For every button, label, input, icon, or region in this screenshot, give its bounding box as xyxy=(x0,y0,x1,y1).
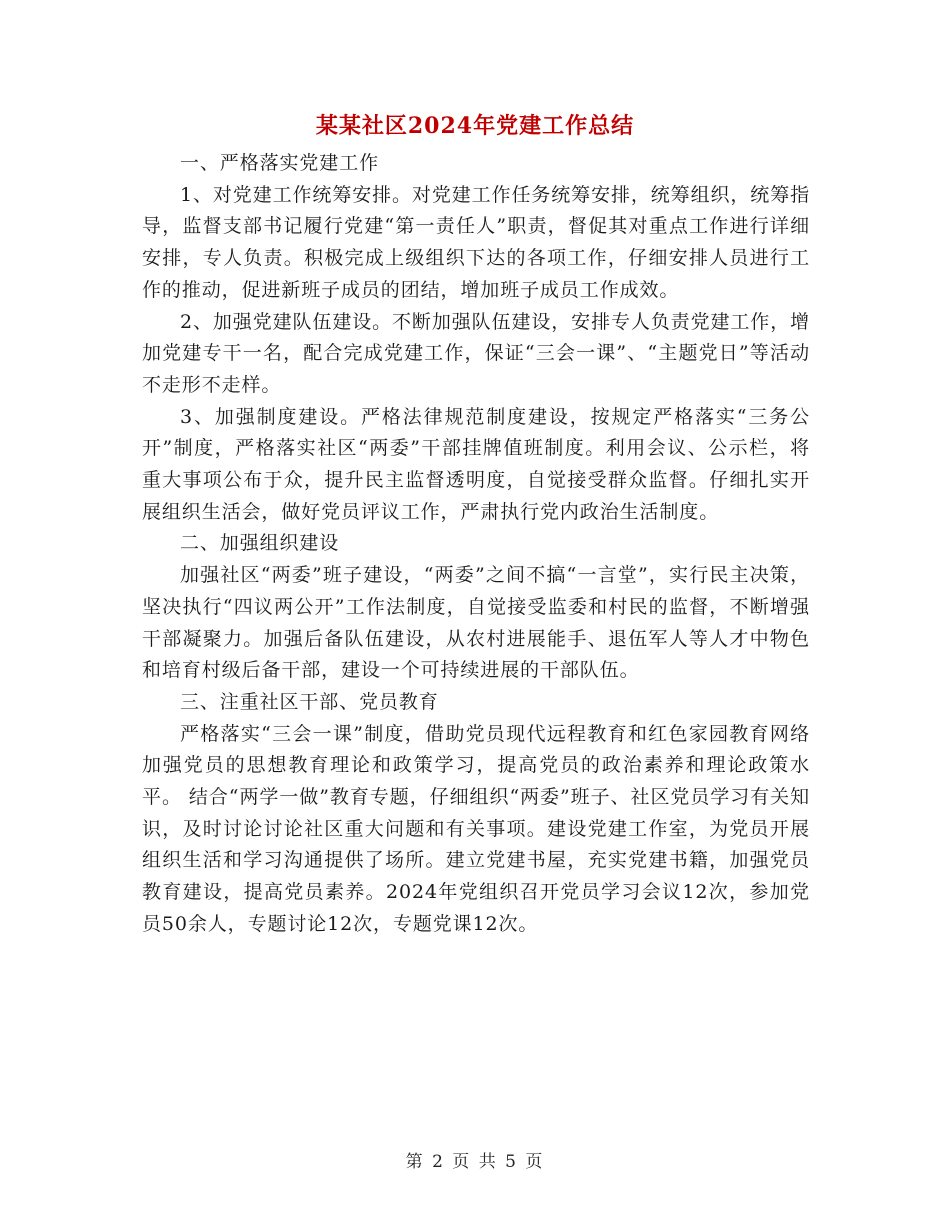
paragraph: 3、加强制度建设。严格法律规范制度建设，按规定严格落实“三务公开”制度，严格落实社区“两委”干部挂牌值班制度。利用会议、公示栏，将重大事项公布于众，提升民主监督透明度，自觉接受群众监督。仔细扎实开展组织生活会，做好党员评议工作，严肃执行党内政治生活制度。 xyxy=(142,405,810,523)
section-heading-2: 二、加强组织建设 xyxy=(180,532,340,555)
section-heading-3: 三、注重社区干部、党员教育 xyxy=(180,690,439,713)
paragraph: 1、对党建工作统筹安排。对党建工作任务统筹安排，统筹组织，统筹指导，监督支部书记履行党建“第一责任人”职责，督促其对重点工作进行详细安排，专人负责。积极完成上级组织下达的各项工作，仔细安排人员进行工作的推动，促进新班子成员的团结，增加班子成员工作成效。 xyxy=(142,183,810,301)
document-title: 某某社区2024年党建工作总结 xyxy=(315,113,635,139)
document-body xyxy=(142,148,810,941)
paragraph: 加强社区“两委”班子建设，“两委”之间不搞“一言堂”，实行民主决策，坚决执行“四议两公开”工作法制度，自觉接受监委和村民的监督，不断增强干部凝聚力。加强后备队伍建设，从农村进展能手、退伍军人等人才中物色和培育村级后备干部，建设一个可持续进展的干部队伍。 xyxy=(142,564,810,682)
paragraph: 严格落实“三会一课”制度，借助党员现代远程教育和红色家园教育网络加强党员的思想教育理论和政策学习，提高党员的政治素养和理论政策水平。 结合“两学一做”教育专题，仔细组织“两委”班子、社区党员学习有关知识，及时讨论讨论社区重大问题和有关事项。建设党建工作室，为党员开展组织生活和学习沟通提供了场所。建立党建书屋，充实党建书籍，加强党员教育建设，提高党员素养。2024年党组织召开党员学习会议12次，参加党员50余人，专题讨论12次，专题党课12次。 xyxy=(142,722,810,935)
section-heading-1: 一、严格落实党建工作 xyxy=(180,152,380,174)
paragraph: 2、加强党建队伍建设。不断加强队伍建设，安排专人负责党建工作，增加党建专干一名，配合完成党建工作，保证“三会一课”、“主题党日”等活动不走形不走样。 xyxy=(142,310,810,396)
page-number-footer: 第 2 页 共 5 页 xyxy=(405,1152,545,1172)
